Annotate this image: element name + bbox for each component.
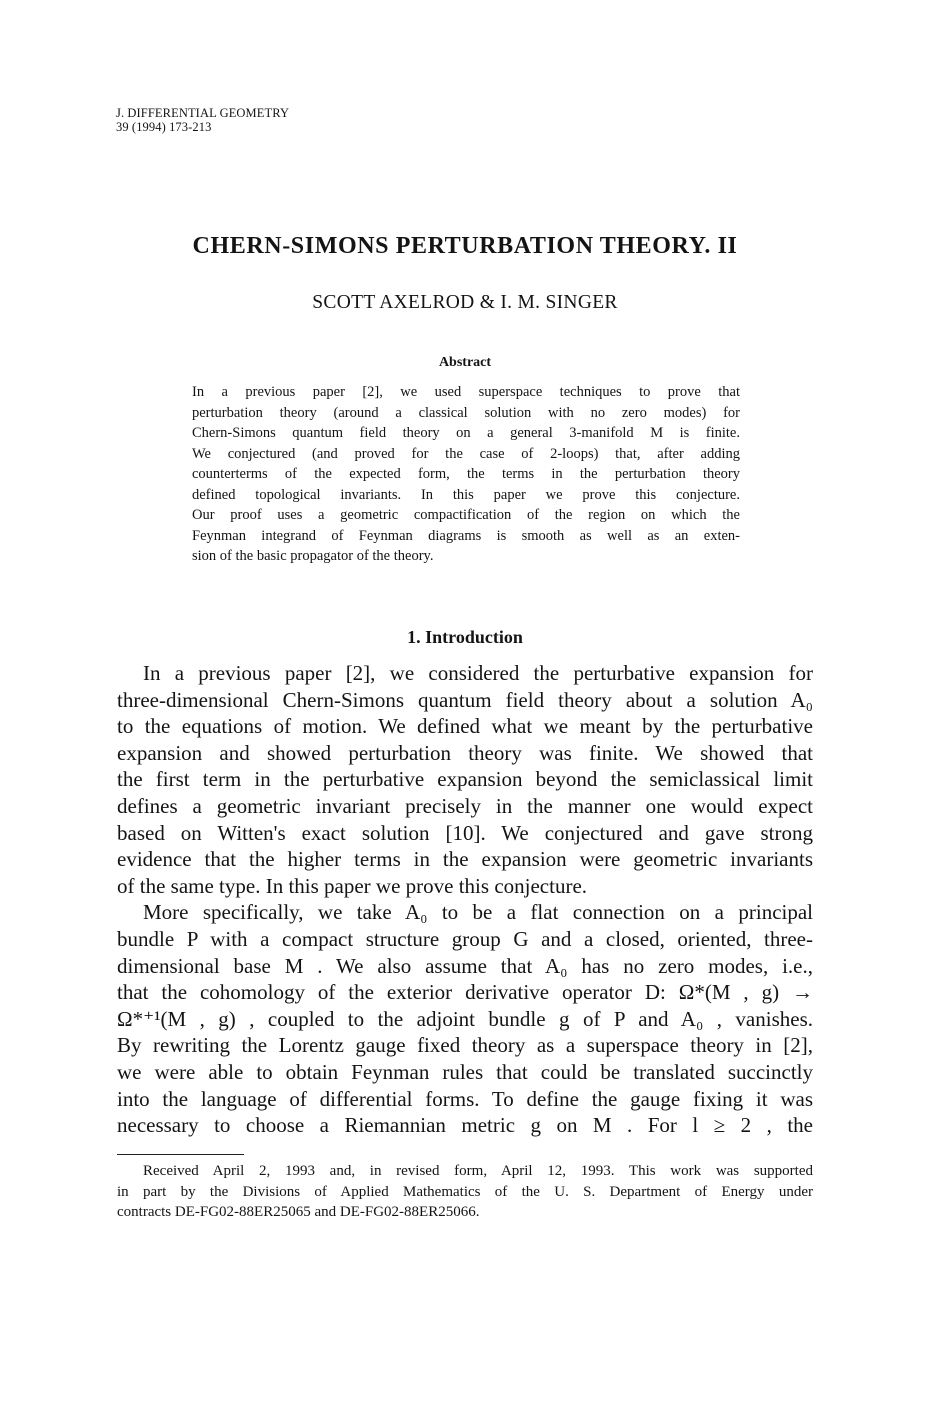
section-heading: 1. Introduction <box>407 627 523 647</box>
abstract-line: In a previous paper [2], we used superspace techniques to prove that <box>192 384 740 400</box>
journal-name: J. DIFFERENTIAL GEOMETRY <box>116 106 290 120</box>
abstract-heading: Abstract <box>438 355 492 370</box>
intro-line: to the equations of motion. We defined what we meant by the perturbative <box>117 714 813 739</box>
paper-title: CHERN-SIMONS PERTURBATION THEORY. II <box>192 233 738 259</box>
abstract-line: perturbation theory (around a classical solution with no zero modes) for <box>192 404 740 421</box>
intro-line: More specifically, we take A₀ to be a flat connection on a principal <box>143 900 813 925</box>
abstract-line: Our proof uses a geometric compactification of the region on which the <box>192 507 740 523</box>
footnote-line: contracts DE-FG02-88ER25065 and DE-FG02-88ER25066. <box>117 1204 480 1220</box>
intro-line: of the same type. In this paper we prove this conjecture. <box>117 873 588 898</box>
intro-line: necessary to choose a Riemannian metric g on M . For l ≥ 2 , the <box>117 1113 813 1138</box>
intro-line: based on Witten's exact solution [10]. We conjectured and gave strong <box>117 820 813 845</box>
abstract-body <box>192 382 740 567</box>
footnote-line: in part by the Divisions of Applied Mathematics of the U. S. Department of Energy under <box>117 1183 813 1200</box>
introduction-body <box>117 660 813 1139</box>
intro-line: we were able to obtain Feynman rules that could be translated succinctly <box>117 1059 813 1084</box>
paper-authors: SCOTT AXELROD & I. M. SINGER <box>312 292 618 313</box>
intro-line: expansion and showed perturbation theory was finite. We showed that <box>117 740 813 765</box>
abstract-line: defined topological invariants. In this paper we prove this conjecture. <box>192 486 740 503</box>
intro-line: dimensional base M . We also assume that A₀ has no zero modes, i.e., <box>117 953 813 978</box>
footnote <box>117 1161 813 1223</box>
intro-line: three-dimensional Chern-Simons quantum field theory about a solution A₀ <box>117 687 813 712</box>
intro-line: defines a geometric invariant precisely in the manner one would expect <box>117 793 813 818</box>
footnote-rule <box>117 1154 244 1155</box>
intro-line: In a previous paper [2], we considered the perturbative expansion for <box>143 661 813 685</box>
footnote-line: Received April 2, 1993 and, in revised form, April 12, 1993. This work was supported <box>143 1163 813 1179</box>
journal-header <box>116 106 289 134</box>
intro-line: Ω*⁺¹(M , g) , coupled to the adjoint bundle g of P and A₀ , vanishes. <box>117 1006 813 1031</box>
abstract-line: sion of the basic propagator of the theory. <box>192 548 434 564</box>
intro-line: By rewriting the Lorentz gauge fixed theory as a superspace theory in [2], <box>117 1033 813 1058</box>
abstract-line: Chern-Simons quantum field theory on a general 3-manifold M is finite. <box>192 425 740 441</box>
journal-volume-pages: 39 (1994) 173-213 <box>116 120 212 134</box>
abstract-line: counterterms of the expected form, the terms in the perturbation theory <box>192 466 740 482</box>
intro-line: that the cohomology of the exterior derivative operator D: Ω*(M , g) → <box>117 980 813 1005</box>
intro-line: bundle P with a compact structure group G and a closed, oriented, three- <box>117 926 813 951</box>
intro-line: into the language of differential forms. To define the gauge fixing it was <box>117 1086 813 1111</box>
intro-line: evidence that the higher terms in the expansion were geometric invariants <box>117 847 813 872</box>
intro-line: the first term in the perturbative expansion beyond the semiclassical limit <box>117 767 813 792</box>
abstract-line: We conjectured (and proved for the case of 2-loops) that, after adding <box>192 445 740 462</box>
abstract-line: Feynman integrand of Feynman diagrams is smooth as well as an exten- <box>192 527 740 544</box>
